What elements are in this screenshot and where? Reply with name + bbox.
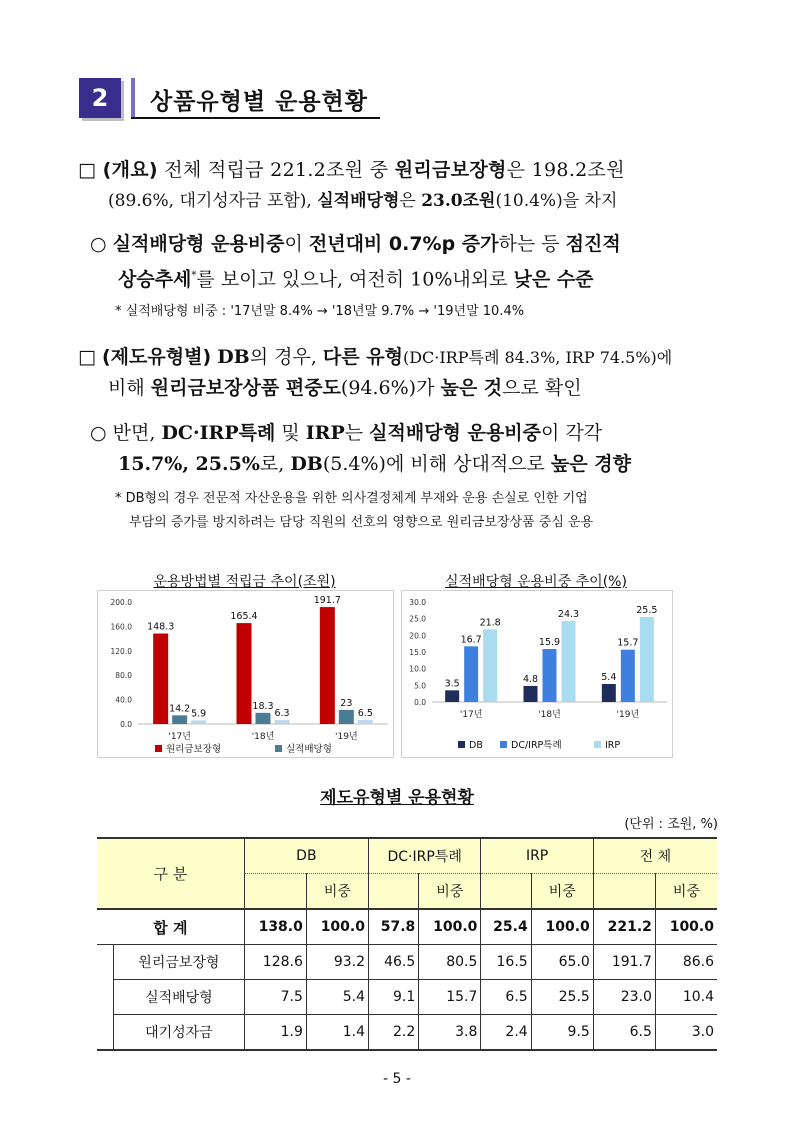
text: (10.4%)을 차지 bbox=[495, 191, 618, 211]
table-row bbox=[97, 1015, 717, 1051]
cell: 65.0 bbox=[531, 945, 593, 980]
bar bbox=[339, 710, 354, 724]
bar bbox=[275, 720, 290, 724]
table-row bbox=[97, 980, 717, 1015]
table-row bbox=[97, 945, 717, 980]
y-tick-label: 25.0 bbox=[409, 614, 426, 624]
text: 비해 bbox=[108, 377, 151, 399]
header-blank bbox=[481, 874, 531, 910]
cell: 46.5 bbox=[368, 945, 418, 980]
x-tick-label: '17년 bbox=[459, 710, 483, 720]
text: (DC·IRP특례 84.3%, IRP 74.5%)에 bbox=[402, 348, 673, 367]
section-accent-bar bbox=[131, 78, 135, 118]
text: 은 198.2조원 bbox=[506, 159, 625, 181]
bar bbox=[445, 690, 459, 702]
cell: 6.5 bbox=[593, 1015, 655, 1051]
bullet-square: □ bbox=[78, 346, 96, 368]
emphasis: 23.0조원 bbox=[421, 191, 496, 211]
data-label: 4.8 bbox=[522, 674, 539, 685]
bar bbox=[621, 650, 635, 702]
text: 은 bbox=[399, 191, 422, 211]
table-title: 제도유형별 운용현황 bbox=[320, 788, 474, 808]
cell: 128.6 bbox=[244, 945, 306, 980]
emphasis: 실적배당형 운용비중 bbox=[369, 422, 541, 444]
header-irp: IRP bbox=[481, 838, 593, 874]
header-blank bbox=[593, 874, 655, 910]
indent bbox=[97, 980, 114, 1015]
header-blank bbox=[244, 874, 306, 910]
y-tick-label: 40.0 bbox=[115, 695, 132, 705]
emphasis: IRP bbox=[305, 422, 345, 444]
cell: 5.4 bbox=[306, 980, 368, 1015]
text: 으로 확인 bbox=[502, 377, 582, 399]
bar bbox=[256, 713, 271, 724]
data-label: 18.3 bbox=[252, 700, 274, 712]
system-type-label: (제도유형별) bbox=[102, 346, 212, 368]
emphasis: 전년대비 0.7%p 증가 bbox=[308, 233, 499, 255]
bar bbox=[191, 720, 206, 724]
section-number: 2 bbox=[79, 78, 121, 118]
text: (94.6%)가 bbox=[340, 377, 441, 399]
legend-swatch bbox=[155, 745, 162, 752]
x-tick-label: '18년 bbox=[251, 732, 275, 742]
total-label: 합 계 bbox=[97, 909, 244, 945]
bar bbox=[464, 646, 478, 702]
legend-label: IRP bbox=[605, 740, 621, 751]
header-gubun: 구 분 bbox=[97, 838, 244, 909]
cell: 100.0 bbox=[655, 909, 717, 945]
header-ratio: 비중 bbox=[655, 874, 717, 910]
bar bbox=[358, 720, 373, 724]
row-label: 대기성자금 bbox=[114, 1015, 245, 1051]
text: 를 보이고 있으나, 여전히 10%내외로 bbox=[196, 268, 514, 291]
table-unit: (단위 : 조원, %) bbox=[624, 817, 718, 832]
cell: 16.5 bbox=[481, 945, 531, 980]
text: 의 경우, bbox=[249, 346, 323, 368]
system-type-table bbox=[97, 837, 717, 1051]
emphasis: 점진적 bbox=[565, 233, 621, 255]
cell: 6.5 bbox=[481, 980, 531, 1015]
legend-swatch bbox=[458, 741, 465, 748]
y-tick-label: 20.0 bbox=[409, 631, 426, 641]
x-tick-label: '19년 bbox=[616, 710, 640, 720]
data-label: 6.3 bbox=[274, 708, 290, 720]
cell: 7.5 bbox=[244, 980, 306, 1015]
data-label: 16.7 bbox=[460, 634, 482, 646]
indent bbox=[97, 1015, 114, 1051]
data-label: 14.2 bbox=[169, 703, 191, 715]
header-db: DB bbox=[244, 838, 368, 874]
emphasis: 실적배당형 운용비중 bbox=[112, 233, 285, 255]
cell: 221.2 bbox=[593, 909, 655, 945]
chart2-title: 실적배당형 운용비중 추이(%) bbox=[445, 574, 627, 590]
text: 전체 적립금 221.2조원 중 bbox=[157, 159, 395, 181]
data-label: 24.3 bbox=[557, 609, 580, 620]
cell: 1.4 bbox=[306, 1015, 368, 1051]
legend-label: DB bbox=[469, 740, 483, 751]
data-label: 3.5 bbox=[444, 678, 460, 690]
emphasis: 15.7%, 25.5% bbox=[118, 453, 260, 475]
cell: 1.9 bbox=[244, 1015, 306, 1051]
y-tick-label: 30.0 bbox=[409, 598, 426, 607]
bar bbox=[543, 649, 557, 702]
emphasis: 높은 것 bbox=[440, 377, 503, 399]
bar bbox=[153, 634, 168, 724]
section-title: 상품유형별 운용현황 bbox=[150, 89, 368, 115]
y-tick-label: 15.0 bbox=[409, 648, 426, 657]
row-label: 원리금보장형 bbox=[114, 945, 245, 980]
emphasis: 높은 경향 bbox=[550, 453, 631, 475]
cell: 9.5 bbox=[531, 1015, 593, 1051]
data-label: 15.7 bbox=[617, 637, 639, 649]
legend-label: 원리금보장형 bbox=[166, 744, 222, 755]
header-dc-irp: DC·IRP특례 bbox=[368, 838, 480, 874]
footnote-line: * DB형의 경우 전문적 자산운용을 위한 의사결정체계 부재와 운용 손실로 인한 기업 bbox=[115, 491, 588, 506]
bar bbox=[483, 629, 497, 702]
cell: 3.0 bbox=[655, 1015, 717, 1051]
row-label: 실적배당형 bbox=[114, 980, 245, 1015]
bar bbox=[172, 715, 187, 724]
emphasis: 실적배당형 bbox=[317, 191, 400, 211]
text: 하는 등 bbox=[498, 233, 566, 255]
legend-swatch bbox=[500, 741, 507, 748]
legend-label: 실적배당형 bbox=[286, 744, 332, 755]
data-label: 165.4 bbox=[230, 611, 258, 623]
bar bbox=[524, 686, 538, 702]
header-total: 전 체 bbox=[593, 838, 717, 874]
text: 반면, bbox=[112, 422, 162, 444]
bullet-square: □ bbox=[78, 159, 97, 181]
cell: 25.5 bbox=[531, 980, 593, 1015]
bullet-circle: ○ bbox=[90, 422, 107, 444]
chart1-title: 운용방법별 적립금 추이(조원) bbox=[153, 574, 336, 590]
footnote-2 bbox=[115, 487, 593, 535]
y-tick-label: 160.0 bbox=[110, 622, 132, 632]
system-type-paragraph bbox=[78, 342, 728, 404]
data-label: 191.7 bbox=[313, 595, 341, 607]
cell: 191.7 bbox=[593, 945, 655, 980]
y-tick-label: 0.0 bbox=[120, 720, 132, 729]
emphasis: 원리금보장상품 편중도 bbox=[150, 377, 341, 399]
y-tick-label: 120.0 bbox=[110, 646, 132, 656]
data-label: 23 bbox=[340, 697, 353, 709]
cell: 100.0 bbox=[419, 909, 481, 945]
cell: 93.2 bbox=[306, 945, 368, 980]
x-tick-label: '18년 bbox=[538, 710, 561, 720]
cell: 25.4 bbox=[481, 909, 531, 945]
chart-performance-ratio bbox=[401, 590, 673, 758]
y-tick-label: 5.0 bbox=[414, 681, 426, 691]
emphasis: 다른 유형 bbox=[322, 346, 403, 368]
footnote-mark: * bbox=[191, 270, 197, 281]
data-label: 148.3 bbox=[147, 621, 175, 633]
text: 로, bbox=[259, 453, 291, 475]
cell: 100.0 bbox=[531, 909, 593, 945]
emphasis: 원리금보장형 bbox=[394, 159, 507, 181]
y-tick-label: 0.0 bbox=[414, 698, 426, 707]
header-ratio: 비중 bbox=[306, 874, 368, 910]
legend-swatch bbox=[594, 741, 601, 748]
cell: 100.0 bbox=[306, 909, 368, 945]
emphasis: DC·IRP특례 bbox=[161, 422, 276, 444]
cell: 9.1 bbox=[368, 980, 418, 1015]
cell: 23.0 bbox=[593, 980, 655, 1015]
legend-swatch bbox=[275, 745, 282, 752]
cell: 2.4 bbox=[481, 1015, 531, 1051]
text: 이 bbox=[284, 233, 309, 255]
x-tick-label: '17년 bbox=[168, 732, 191, 742]
text: (5.4%)에 비해 상대적으로 bbox=[322, 453, 551, 475]
indent bbox=[97, 945, 114, 980]
y-tick-label: 200.0 bbox=[110, 598, 132, 607]
header-blank bbox=[368, 874, 418, 910]
bullet-circle: ○ bbox=[90, 233, 107, 255]
text: 및 bbox=[275, 422, 306, 444]
overview-paragraph bbox=[78, 155, 728, 217]
section-underline bbox=[131, 117, 380, 119]
emphasis: DB bbox=[217, 346, 250, 368]
system-type-sub-paragraph bbox=[90, 418, 730, 480]
bar bbox=[320, 607, 335, 724]
emphasis: 낮은 수준 bbox=[513, 268, 594, 291]
y-tick-label: 10.0 bbox=[409, 664, 426, 674]
legend-label: DC/IRP특례 bbox=[511, 740, 562, 751]
page-number: - 5 - bbox=[383, 1071, 411, 1087]
footnote-1: * 실적배당형 비중 : '17년말 8.4% → '18년말 9.7% → '19년말 10.4% bbox=[115, 304, 525, 319]
emphasis: 상승추세 bbox=[118, 268, 192, 291]
cell: 80.5 bbox=[419, 945, 481, 980]
bar bbox=[237, 623, 252, 724]
text: 이 각각 bbox=[540, 422, 603, 444]
chart-fund-by-method bbox=[97, 590, 394, 758]
emphasis: DB bbox=[290, 453, 323, 475]
cell: 3.8 bbox=[419, 1015, 481, 1051]
overview-label: (개요) bbox=[102, 159, 158, 181]
text: (89.6%, 대기성자금 포함), bbox=[108, 191, 318, 211]
cell: 15.7 bbox=[419, 980, 481, 1015]
data-label: 5.4 bbox=[601, 672, 617, 683]
bar bbox=[602, 684, 616, 702]
y-tick-label: 80.0 bbox=[115, 671, 132, 681]
data-label: 25.5 bbox=[636, 605, 658, 616]
header-ratio: 비중 bbox=[531, 874, 593, 910]
bar bbox=[640, 617, 654, 702]
overview-sub-paragraph bbox=[90, 229, 730, 295]
data-label: 5.9 bbox=[191, 708, 207, 720]
footnote-line: 부담의 증가를 방지하려는 담당 직원의 선호의 영향으로 원리금보장상품 중심 운용 bbox=[129, 515, 594, 530]
header-ratio: 비중 bbox=[419, 874, 481, 910]
data-label: 15.9 bbox=[538, 637, 561, 648]
cell: 2.2 bbox=[368, 1015, 418, 1051]
x-tick-label: '19년 bbox=[335, 732, 358, 742]
data-label: 6.5 bbox=[357, 708, 373, 720]
text: 는 bbox=[344, 422, 370, 444]
cell: 86.6 bbox=[655, 945, 717, 980]
cell: 138.0 bbox=[244, 909, 306, 945]
cell: 57.8 bbox=[368, 909, 418, 945]
data-label: 21.8 bbox=[479, 617, 501, 629]
cell: 10.4 bbox=[655, 980, 717, 1015]
bar bbox=[562, 621, 576, 702]
